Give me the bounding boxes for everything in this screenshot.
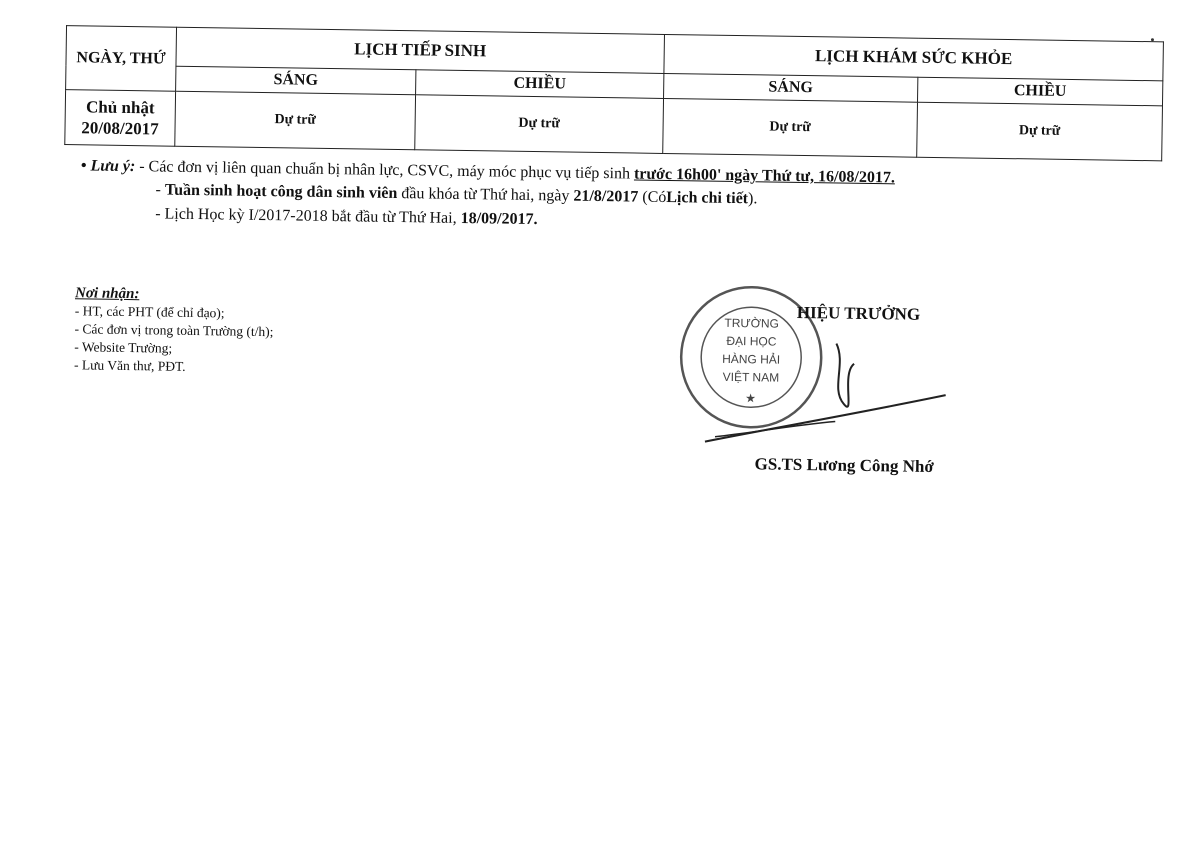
- header-chieu-2: CHIỀU: [918, 77, 1163, 106]
- recipient-item: - Các đơn vị trong toàn Trường (t/h);: [74, 321, 274, 340]
- note-date: 18/09/2017.: [460, 209, 538, 229]
- note-text: đầu khóa từ Thứ hai, ngày: [401, 185, 570, 205]
- recipients: [74, 284, 274, 377]
- note-bold: Tuần sinh hoạt công dân sinh viên: [164, 181, 398, 203]
- note-line-3: [155, 205, 538, 229]
- header-sang-1: SÁNG: [176, 66, 416, 95]
- header-day: NGÀY, THỨ: [66, 26, 177, 92]
- cell-value: Dự trữ: [175, 91, 416, 150]
- note-label: Lưu ý:: [90, 157, 136, 176]
- schedule-table: [64, 25, 1164, 161]
- cell-day: [65, 90, 176, 147]
- note-dash: -: [155, 181, 162, 199]
- recipient-item: - Lưu Văn thư, PĐT.: [73, 357, 186, 374]
- signature-title: HIỆU TRƯỞNG: [796, 302, 921, 324]
- note-date: 21/8/2017: [573, 187, 639, 206]
- svg-text:ĐẠI HỌC: ĐẠI HỌC: [726, 333, 777, 349]
- header-lich-kham-suc-khoe: LỊCH KHÁM SỨC KHỎE: [664, 34, 1164, 80]
- cell-value: Dự trữ: [663, 98, 918, 157]
- note-deadline: trước 16h00' ngày Thứ tư, 16/08/2017.: [633, 165, 896, 187]
- note-text: - Các đơn vị liên quan chuẩn bị nhân lực, CSVC, máy móc phục vụ tiếp sinh: [139, 158, 631, 183]
- day-name: Chủ nhật: [85, 97, 155, 118]
- cell-value: Dự trữ: [917, 102, 1163, 161]
- note-text: ).: [747, 190, 758, 208]
- header-sang-2: SÁNG: [664, 73, 918, 102]
- svg-text:VIỆT NAM: VIỆT NAM: [722, 369, 780, 385]
- note-line-2: [155, 181, 757, 208]
- svg-text:★: ★: [745, 391, 757, 406]
- recipient-item: - HT, các PHT (để chỉ đạo);: [74, 303, 225, 321]
- recipient-item: - Website Trường;: [74, 339, 173, 356]
- cell-value: Dự trữ: [415, 95, 664, 154]
- speck: [1151, 38, 1154, 41]
- note-text: - Lịch Học kỳ I/2017-2018 bắt đầu từ Thứ Hai,: [155, 205, 457, 227]
- handwritten-signature: [695, 331, 957, 455]
- bullet: •: [80, 157, 87, 175]
- svg-text:HÀNG HẢI: HÀNG HẢI: [722, 351, 781, 367]
- signer-name: GS.TS Lương Công Nhớ: [754, 454, 935, 476]
- recipients-title: Nơi nhận:: [74, 285, 140, 303]
- svg-text:TRƯỜNG: TRƯỜNG: [724, 315, 780, 331]
- header-chieu-1: CHIỀU: [416, 70, 664, 99]
- note-bold: Lịch chi tiết: [666, 188, 749, 208]
- day-date: 20/08/2017: [81, 118, 159, 139]
- note-text: (Có: [642, 188, 667, 206]
- header-lich-tiep-sinh: LỊCH TIẾP SINH: [176, 27, 665, 73]
